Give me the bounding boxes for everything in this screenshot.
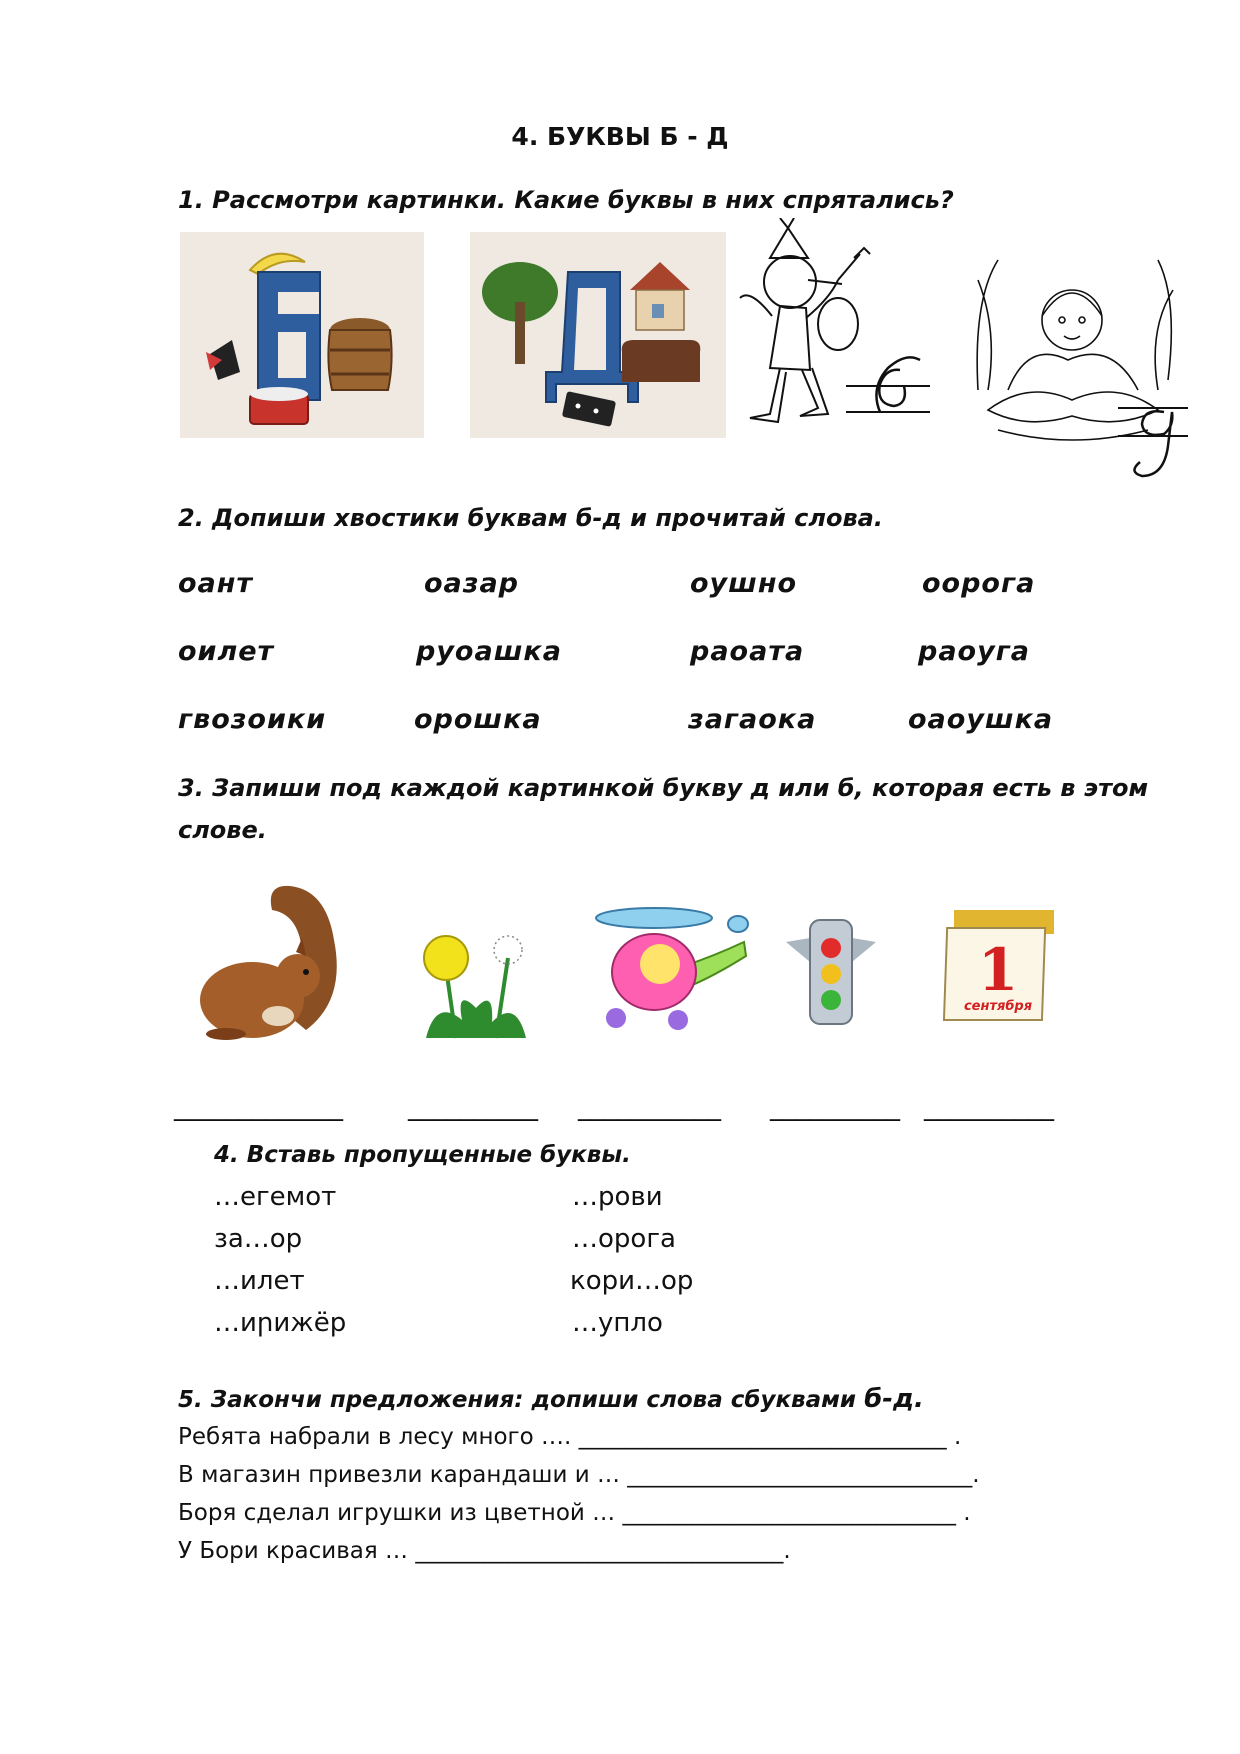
letter-b-picture (180, 232, 424, 438)
task4-right-4: …упло (572, 1308, 663, 1338)
sentence-2[interactable]: В магазин привезли карандаши и … ______________________________. (178, 1462, 980, 1488)
blank-5[interactable]: __________ (924, 1092, 1054, 1122)
task4-left-4: …иրижёр (214, 1308, 347, 1338)
task4-left-1: …егемот (214, 1182, 337, 1212)
task5-heading (178, 1384, 924, 1414)
word-r3c4: оаоушка (908, 704, 1054, 735)
task4-heading: 4. Вставь пропущенные буквы. (214, 1142, 631, 1168)
page-title: 4. БУКВЫ Б - Д (511, 122, 729, 151)
task4-left-2: за…ор (214, 1224, 303, 1254)
task2-heading: 2. Допиши хвостики буквам б-д и прочитай слова. (178, 504, 883, 532)
squirrel-picture (186, 880, 350, 1050)
word-r1c4: оорога (922, 568, 1036, 599)
sentence-4[interactable]: У Бори красивая … ________________________________. (178, 1538, 791, 1564)
task5-heading-text: 5. Закончи предложения: допиши слова сбуквами (178, 1387, 865, 1413)
traffic-light-picture (786, 912, 876, 1032)
helicopter-picture (594, 906, 754, 1036)
task4-right-3: кори…ор (570, 1266, 694, 1296)
blank-2[interactable]: __________ (408, 1092, 538, 1122)
word-r2c1: оилет (178, 636, 275, 667)
dandelion-picture (416, 928, 536, 1044)
thumbelina-picture (968, 240, 1188, 482)
calendar-month: сентября (963, 999, 1033, 1014)
calendar-day: 1 (977, 936, 1019, 1004)
word-r3c1: гвозоики (178, 704, 327, 735)
calendar-picture (940, 904, 1060, 1024)
word-r1c2: оазар (424, 568, 520, 599)
blank-3[interactable]: ___________ (578, 1092, 721, 1122)
letter-d-picture (470, 232, 726, 438)
task4-right-2: …орога (572, 1224, 676, 1254)
word-r2c4: раоуга (918, 636, 1031, 667)
word-r2c3: раоата (690, 636, 805, 667)
pinocchio-picture (730, 218, 940, 438)
word-r2c2: руоашка (416, 636, 562, 667)
task1-heading: 1. Рассмотри картинки. Какие буквы в них спрятались? (178, 186, 954, 214)
task4-right-1: …рови (572, 1182, 663, 1212)
task5-heading-letters: б-д. (864, 1384, 924, 1414)
task4-left-3: …илет (214, 1266, 305, 1296)
blank-4[interactable]: __________ (770, 1092, 900, 1122)
task3-heading-line1: 3. Запиши под каждой картинкой букву д или б, которая есть в этом (178, 774, 1149, 802)
word-r1c1: оант (178, 568, 254, 599)
sentence-1[interactable]: Ребята набрали в лесу много …. ________________________________ . (178, 1424, 962, 1450)
task3-heading-line2: слове. (178, 816, 267, 844)
word-r1c3: оушно (690, 568, 798, 599)
blank-1[interactable]: _____________ (174, 1092, 343, 1122)
word-r3c3: загаока (688, 704, 817, 735)
word-r3c2: орошка (414, 704, 542, 735)
sentence-3[interactable]: Боря сделал игрушки из цветной … _____________________________ . (178, 1500, 971, 1526)
